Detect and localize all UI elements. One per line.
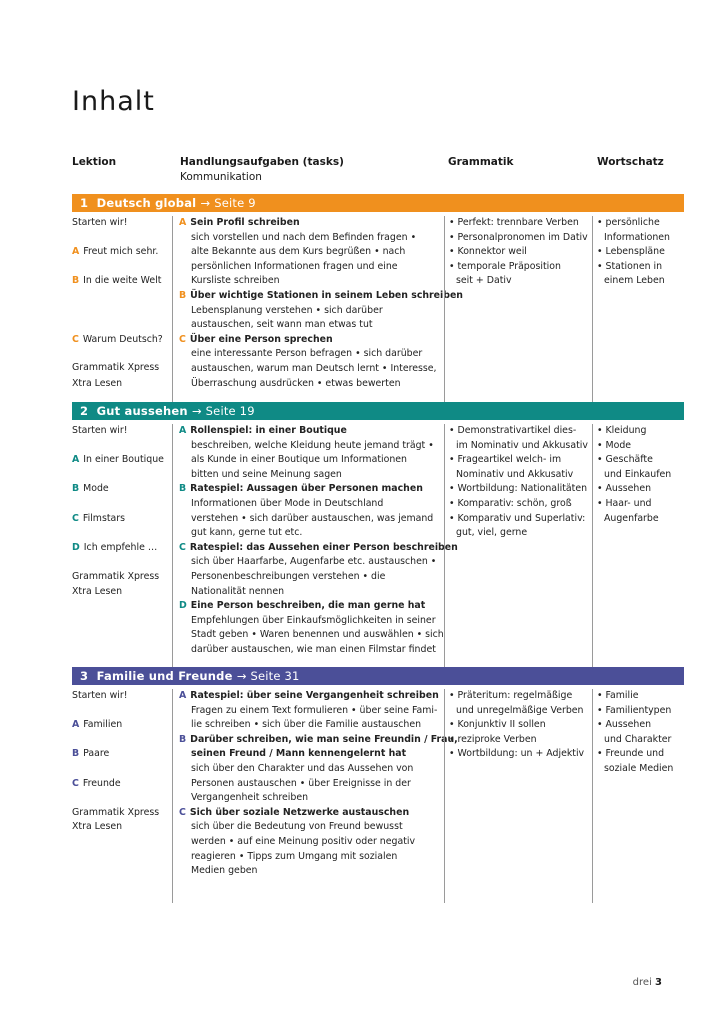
- vocab-item: • Aussehen: [597, 483, 652, 495]
- task-line: [179, 541, 458, 556]
- lesson-item[interactable]: [72, 541, 157, 556]
- unit-section-1: [72, 194, 684, 406]
- header-grammatik: Grammatik: [448, 156, 514, 168]
- task-title: Rollenspiel: in einer Boutique: [190, 425, 347, 436]
- task-description: Empfehlungen über Einkaufsmöglichkeiten in seiner: [191, 614, 436, 626]
- lesson-letter: B: [72, 275, 80, 287]
- lesson-label: Starten wir!: [72, 217, 128, 228]
- vocab-item: • persönliche: [597, 217, 660, 228]
- unit-header-bar: [72, 194, 684, 212]
- vocab-column: [592, 689, 689, 903]
- vocab-item: • Geschäfte: [597, 454, 653, 466]
- unit-header-bar: [72, 402, 684, 420]
- vocab-column: [592, 424, 689, 670]
- task-line: [179, 747, 445, 762]
- lesson-item[interactable]: [72, 820, 122, 835]
- lesson-item[interactable]: [72, 570, 159, 585]
- header-tasks: Handlungsaufgaben (tasks): [180, 156, 344, 168]
- lesson-item[interactable]: [72, 377, 122, 392]
- task-title: seinen Freund / Mann kennengelernt hat: [191, 748, 407, 760]
- lesson-letter: B: [72, 483, 80, 495]
- lesson-label: Grammatik Xpress: [72, 806, 160, 818]
- task-description: Fragen zu einem Text formulieren • über seine Fami-: [191, 704, 438, 716]
- vocab-item: • Kleidung: [597, 425, 647, 436]
- task-description: austauschen, warum man Deutsch lernt • Interesse,: [191, 362, 437, 374]
- tasks-column: [172, 216, 463, 404]
- task-description: sich über den Charakter und das Aussehen von: [191, 762, 414, 774]
- lesson-item[interactable]: [72, 424, 127, 439]
- task-letter: A: [179, 690, 187, 701]
- task-line: [179, 806, 445, 821]
- task-description: beschreiben, welche Kleidung heute jemand trägt •: [191, 439, 434, 451]
- page-number-word: drei: [632, 977, 652, 988]
- lesson-label: Xtra Lesen: [72, 585, 123, 597]
- lesson-item[interactable]: [72, 806, 159, 821]
- lesson-label: Grammatik Xpress: [72, 361, 160, 373]
- lesson-label: Starten wir!: [72, 690, 128, 701]
- task-description: Personenbeschreibungen verstehen • die: [191, 570, 386, 582]
- lesson-letter: C: [72, 333, 79, 345]
- vocab-item: und Einkaufen: [604, 468, 672, 480]
- task-description: Informationen über Mode in Deutschland: [191, 497, 384, 509]
- task-letter: C: [179, 541, 186, 553]
- task-letter: C: [179, 333, 186, 345]
- lesson-letter: A: [72, 246, 80, 258]
- header-wortschatz: Wortschatz: [597, 156, 664, 168]
- unit-title: Deutsch global: [96, 196, 197, 210]
- lesson-item[interactable]: [72, 718, 122, 733]
- grammar-item: • Wortbildung: Nationalitäten: [449, 483, 588, 495]
- task-description: Nationalität nennen: [191, 585, 285, 597]
- task-title: Darüber schreiben, wie man seine Freundin / Frau,: [190, 733, 458, 745]
- lessons-column: [72, 216, 172, 404]
- grammar-item: • temporale Präposition: [449, 260, 561, 272]
- unit-number: 2: [80, 404, 89, 418]
- task-description: bitten und seine Meinung sagen: [191, 468, 342, 480]
- grammar-item: Nominativ und Akkusativ: [456, 468, 574, 480]
- task-title: Ratespiel: über seine Vergangenheit schreiben: [190, 690, 439, 701]
- task-title: Über wichtige Stationen in seinem Leben schreiben: [190, 289, 463, 301]
- lesson-item[interactable]: [72, 585, 122, 600]
- lesson-letter: C: [72, 777, 79, 789]
- task-description: Medien geben: [191, 865, 258, 877]
- task-line: [179, 424, 445, 439]
- lesson-item[interactable]: [72, 274, 161, 289]
- lesson-label: Grammatik Xpress: [72, 571, 160, 582]
- grammar-item: • Demonstrativartikel dies-: [449, 425, 577, 436]
- task-description: reagieren • Tipps zum Umgang mit sozialen: [191, 850, 398, 862]
- grammar-item: • Frageartikel welch- im: [449, 454, 562, 466]
- task-description: Personen austauschen • über Ereignisse in der: [191, 777, 411, 789]
- task-title: Eine Person beschreiben, die man gerne hat: [190, 600, 426, 612]
- lesson-label: Freut mich sehr.: [83, 246, 159, 258]
- unit-body: [72, 420, 684, 672]
- vocab-item: und Charakter: [604, 733, 672, 745]
- grammar-item: • Komparativ: schön, groß: [449, 497, 572, 509]
- lesson-label: Mode: [83, 483, 109, 495]
- tasks-column: [172, 689, 458, 903]
- vocab-column: [592, 216, 689, 404]
- task-line: [179, 289, 463, 304]
- task-description: werden • auf eine Meinung positiv oder negativ: [191, 835, 416, 847]
- lessons-column: [72, 689, 172, 903]
- task-description: alte Bekannte aus dem Kurs begrüßen • nach: [191, 246, 406, 258]
- task-letter: D: [179, 600, 187, 612]
- task-title: Ratespiel: Aussagen über Personen machen: [190, 483, 423, 495]
- task-line: [179, 733, 458, 748]
- lesson-label: Xtra Lesen: [72, 377, 123, 389]
- task-line: [179, 599, 445, 614]
- task-description: verstehen • sich darüber austauschen, was jemand: [191, 512, 434, 524]
- grammar-item: • Wortbildung: un + Adjektiv: [449, 748, 585, 760]
- vocab-item: • Familientypen: [597, 704, 672, 716]
- header-lektion: Lektion: [72, 156, 117, 168]
- lesson-label: In die weite Welt: [83, 275, 162, 287]
- unit-page-link[interactable]: → Seite 19: [191, 404, 255, 418]
- grammar-item: • Konjunktiv II sollen: [449, 719, 546, 731]
- lesson-letter: B: [72, 748, 80, 760]
- unit-section-2: [72, 402, 684, 672]
- vocab-item: Augenfarbe: [604, 512, 659, 524]
- vocab-item: • Lebenspläne: [597, 246, 665, 258]
- grammar-item: • Perfekt: trennbare Verben: [449, 217, 579, 228]
- unit-page-link[interactable]: → Seite 9: [200, 196, 256, 210]
- task-description: austauschen, seit wann man etwas tut: [191, 319, 373, 331]
- task-letter: B: [179, 483, 187, 495]
- unit-header-bar: [72, 667, 684, 685]
- lesson-letter: C: [72, 512, 79, 524]
- task-letter: A: [179, 425, 187, 436]
- task-description: sich über Haarfarbe, Augenfarbe etc. austauschen •: [191, 556, 437, 568]
- lesson-item[interactable]: [72, 689, 127, 704]
- task-description: darüber austauschen, wie man einen Filmstar findet: [191, 643, 436, 655]
- grammar-item: • Präteritum: regelmäßige: [449, 690, 573, 701]
- grammar-item: • Personalpronomen im Dativ: [449, 231, 588, 243]
- task-letter: C: [179, 806, 186, 818]
- lesson-label: Familien: [83, 719, 123, 731]
- page-title: Inhalt: [72, 86, 155, 117]
- task-description: Lebensplanung verstehen • sich darüber: [191, 304, 383, 316]
- tasks-column: [172, 424, 458, 670]
- lesson-label: Filmstars: [82, 512, 125, 524]
- lesson-letter: D: [72, 541, 80, 553]
- task-line: [179, 216, 445, 231]
- lesson-item[interactable]: [72, 482, 109, 497]
- task-title: Sich über soziale Netzwerke austauschen: [189, 806, 410, 818]
- task-description: Kursliste schreiben: [191, 275, 280, 287]
- vocab-item: • Mode: [597, 439, 632, 451]
- task-line: [179, 333, 445, 348]
- unit-title: Familie und Freunde: [96, 669, 233, 683]
- task-letter: B: [179, 289, 187, 301]
- vocab-item: Informationen: [604, 231, 670, 243]
- task-title: Ratespiel: das Aussehen einer Person beschreiben: [189, 541, 458, 553]
- lesson-letter: A: [72, 719, 80, 731]
- unit-body: [72, 685, 684, 905]
- page-footer: [633, 977, 662, 988]
- vocab-item: • Aussehen: [597, 719, 652, 731]
- vocab-item: • Haar- und: [597, 497, 652, 509]
- lesson-item[interactable]: [72, 747, 109, 762]
- lessons-column: [72, 424, 172, 670]
- task-description: gut kann, gerne tut etc.: [191, 527, 303, 539]
- vocab-item: • Stationen in: [597, 260, 663, 272]
- lesson-item[interactable]: [72, 777, 121, 792]
- lesson-item[interactable]: [72, 453, 164, 468]
- lesson-label: Paare: [83, 748, 110, 760]
- lesson-label: Ich empfehle …: [83, 541, 158, 553]
- grammar-item: • reziproke Verben: [449, 733, 537, 745]
- task-description: lie schreiben • sich über die Familie austauschen: [191, 719, 422, 731]
- grammar-item: • Konnektor weil: [449, 246, 527, 258]
- task-description: persönlichen Informationen fragen und eine: [191, 260, 398, 272]
- task-description: eine interessante Person befragen • sich darüber: [191, 348, 423, 360]
- lesson-label: Xtra Lesen: [72, 821, 123, 833]
- task-description: Stadt geben • Waren benennen und auswählen • sich: [191, 629, 444, 641]
- task-title: Über eine Person sprechen: [189, 333, 333, 345]
- unit-body: [72, 212, 684, 406]
- lesson-item[interactable]: [72, 361, 159, 376]
- grammar-column: [444, 689, 591, 903]
- page-number: 3: [655, 977, 662, 988]
- task-description: Vergangenheit schreiben: [191, 792, 309, 804]
- task-letter: A: [179, 217, 187, 228]
- task-title: Sein Profil schreiben: [190, 217, 300, 228]
- unit-page-link[interactable]: → Seite 31: [236, 669, 300, 683]
- task-description: als Kunde in einer Boutique um Informationen: [191, 454, 407, 466]
- grammar-item: gut, viel, gerne: [456, 527, 528, 539]
- task-description: sich über die Bedeutung von Freund bewusst: [191, 821, 403, 833]
- grammar-column: [444, 216, 591, 404]
- lesson-letter: A: [72, 454, 80, 466]
- lesson-label: Starten wir!: [72, 425, 128, 436]
- lesson-label: Warum Deutsch?: [82, 333, 163, 345]
- lesson-label: Freunde: [82, 777, 121, 789]
- header-tasks-subtitle: Kommunikation: [180, 171, 262, 183]
- vocab-item: einem Leben: [604, 275, 665, 287]
- lesson-item[interactable]: [72, 245, 158, 260]
- lesson-label: In einer Boutique: [83, 454, 164, 466]
- vocab-item: soziale Medien: [604, 762, 674, 774]
- grammar-column: [444, 424, 591, 670]
- lesson-item[interactable]: [72, 512, 125, 527]
- unit-title: Gut aussehen: [96, 404, 188, 418]
- grammar-item: seit + Dativ: [456, 275, 512, 287]
- unit-number: 3: [80, 669, 89, 683]
- grammar-item: und unregelmäßige Verben: [456, 704, 584, 716]
- task-line: [179, 482, 445, 497]
- task-description: Überraschung ausdrücken • etwas bewerten: [191, 377, 401, 389]
- task-letter: B: [179, 733, 187, 745]
- vocab-item: • Freunde und: [597, 748, 665, 760]
- unit-number: 1: [80, 196, 89, 210]
- lesson-item[interactable]: [72, 333, 163, 348]
- grammar-item: im Nominativ und Akkusativ: [456, 439, 588, 451]
- task-description: sich vorstellen und nach dem Befinden fragen •: [191, 231, 417, 243]
- vocab-item: • Familie: [597, 690, 639, 701]
- unit-section-3: [72, 667, 684, 905]
- grammar-item: • Komparativ und Superlativ:: [449, 512, 586, 524]
- lesson-item[interactable]: [72, 216, 127, 231]
- task-line: [179, 689, 445, 704]
